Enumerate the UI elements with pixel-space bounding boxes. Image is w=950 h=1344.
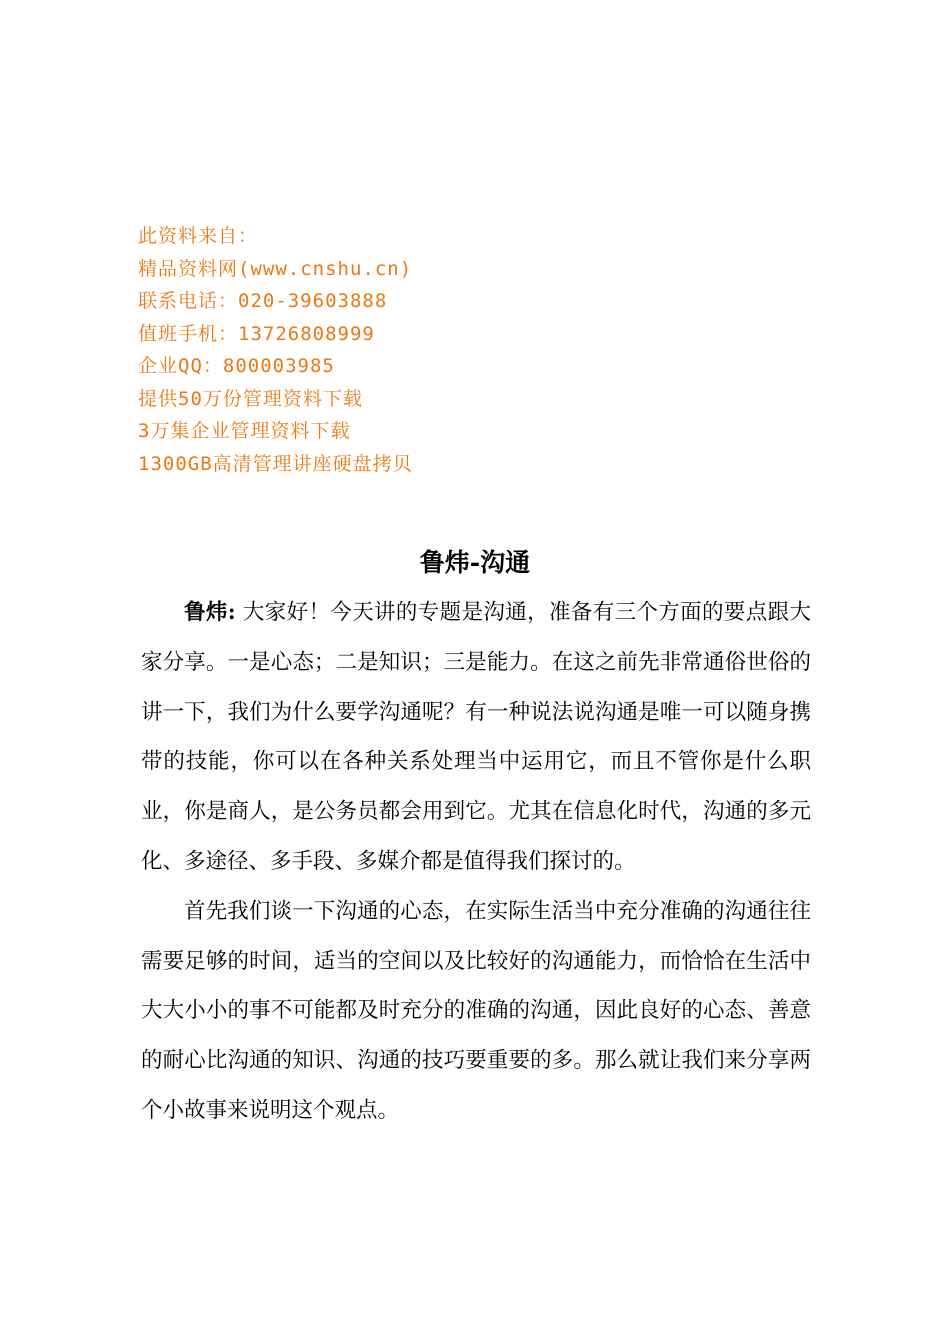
source-line-website: 精品资料网(www.cnshu.cn) <box>138 257 413 280</box>
source-info-block <box>138 220 413 480</box>
paragraph-intro <box>141 588 811 887</box>
source-line-intro: 此资料来自： <box>138 225 259 247</box>
source-line-offer-2: 3万集企业管理资料下载 <box>138 420 351 442</box>
speaker-label: 鲁炜: <box>184 600 236 625</box>
source-line-mobile: 值班手机：13726808999 <box>138 322 375 345</box>
article-body <box>141 588 811 1136</box>
paragraph-intro-text: 大家好！今天讲的专题是沟通，准备有三个方面的要点跟大家分享。一是心态；二是知识；三是能力。在这之前先非常通俗世俗的讲一下，我们为什么要学沟通呢？有一种说法说沟通是唯一可以随身携带的技能，你可以在各种关系处理当中运用它，而且不管你是什么职业，你是商人，是公务员都会用到它。尤其在信息化时代，沟通的多元化、多途径、多手段、多媒介都是值得我们探讨的。 <box>141 600 811 874</box>
article-title: 鲁炜-沟通 <box>419 548 531 577</box>
paragraph-mindset: 首先我们谈一下沟通的心态，在实际生活当中充分准确的沟通往往需要足够的时间，适当的空间以及比较好的沟通能力，而恰恰在生活中大大小小的事不可能都及时充分的准确的沟通，因此良好的心态、善意的耐心比沟通的知识、沟通的技巧要重要的多。那么就让我们来分享两个小故事来说明这个观点。 <box>141 898 811 1123</box>
source-line-offer-3: 1300GB高清管理讲座硬盘拷贝 <box>138 452 413 475</box>
source-line-phone: 联系电话：020-39603888 <box>138 290 388 312</box>
source-line-offer-1: 提供50万份管理资料下载 <box>138 387 363 410</box>
source-line-qq: 企业QQ：800003985 <box>138 355 335 377</box>
